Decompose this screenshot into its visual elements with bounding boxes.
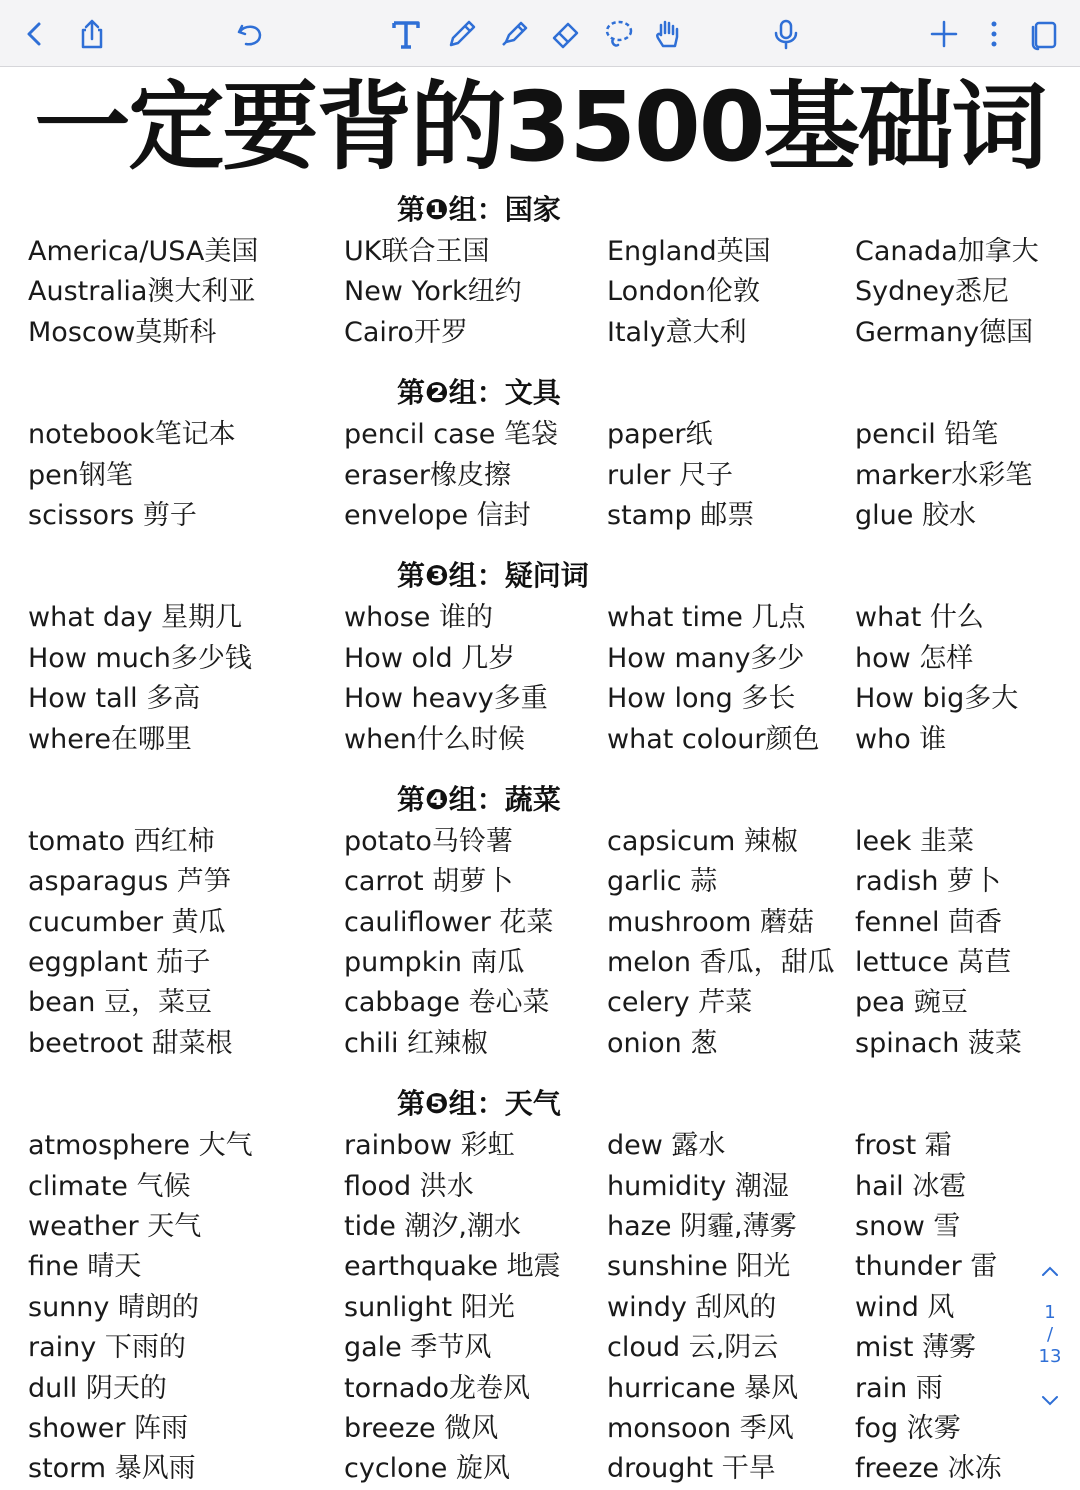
pages-icon[interactable]: [1024, 14, 1064, 54]
word-entry: onion 葱: [607, 1027, 718, 1059]
word-entry: snow 雪: [855, 1211, 961, 1243]
word-row: [0, 822, 1030, 862]
word-entry: spinach 菠菜: [855, 1027, 1022, 1059]
word-row: [0, 232, 1039, 272]
chevron-down-icon[interactable]: [1038, 1388, 1062, 1412]
word-entry: what day 星期几: [28, 602, 243, 634]
word-entry: storm 暴风雨: [28, 1453, 196, 1485]
word-entry: windy 刮风的: [607, 1291, 777, 1323]
word-entry: UK联合王国: [344, 236, 490, 267]
word-row: [0, 720, 1030, 760]
word-entry: Sydney悉尼: [855, 276, 1009, 308]
page-title: 一定要背的3500基础词: [34, 71, 1046, 183]
word-entry: paper纸: [607, 419, 713, 451]
word-entry: pencil case 笔袋: [344, 419, 558, 451]
word-row: [0, 862, 1030, 902]
word-entry: cyclone 旋风: [344, 1453, 510, 1485]
word-entry: Cairo开罗: [344, 316, 468, 348]
undo-icon[interactable]: [230, 14, 270, 54]
word-entry: fennel 茴香: [855, 906, 1003, 938]
word-entry: envelope 信封: [344, 499, 531, 531]
word-row: [0, 679, 1030, 719]
word-entry: haze 阴霾,薄雾: [607, 1211, 797, 1243]
word-entry: How tall 多高: [28, 683, 201, 715]
word-entry: garlic 蒜: [607, 866, 718, 898]
word-entry: asparagus 芦笋: [28, 866, 231, 898]
word-row: [0, 943, 1030, 983]
word-entry: rainy 下雨的: [28, 1332, 186, 1364]
word-entry: what colour颜色: [607, 723, 820, 755]
group-header: 第❸组：疑问词: [397, 559, 589, 593]
group-spacer: [0, 1064, 1030, 1082]
word-entry: whose 谁的: [344, 602, 493, 634]
word-row: [0, 1167, 1030, 1207]
word-entry: carrot 胡萝卜: [344, 866, 514, 898]
word-entry: radish 萝卜: [855, 866, 1002, 898]
word-entry: gale 季节风: [344, 1332, 492, 1364]
word-row: [0, 1247, 1030, 1287]
word-entry: Germany德国: [855, 316, 1034, 348]
word-entry: stamp 邮票: [607, 499, 755, 531]
text-tool-icon[interactable]: [386, 14, 426, 54]
word-entry: mist 薄雾: [855, 1332, 977, 1364]
word-row: [0, 1126, 1030, 1166]
word-entry: leek 韭菜: [855, 825, 974, 857]
word-entry: frost 霜: [855, 1130, 952, 1162]
word-entry: hail 冰雹: [855, 1170, 967, 1202]
add-icon[interactable]: [924, 14, 964, 54]
word-row: [0, 1369, 1030, 1409]
word-entry: cloud 云,阴云: [607, 1332, 779, 1364]
highlighter-icon[interactable]: [494, 14, 534, 54]
word-entry: bean 豆，菜豆: [28, 987, 212, 1019]
word-entry: Australia澳大利亚: [28, 276, 256, 308]
word-entry: what time 几点: [607, 602, 806, 634]
word-entry: eggplant 茄子: [28, 947, 211, 979]
word-entry: atmosphere 大气: [28, 1130, 253, 1162]
share-icon[interactable]: [72, 14, 112, 54]
word-row: [0, 1409, 1030, 1449]
page-total: 13: [1038, 1346, 1062, 1367]
word-entry: chili 红辣椒: [344, 1027, 489, 1059]
word-entry: dew 露水: [607, 1130, 726, 1162]
word-entry: drought 干旱: [607, 1453, 776, 1485]
group-spacer: [0, 536, 1030, 554]
word-row: [0, 1207, 1030, 1247]
page-separator: /: [1046, 1324, 1054, 1345]
word-entry: earthquake 地震: [344, 1251, 561, 1283]
word-entry: climate 气候: [28, 1170, 191, 1202]
word-entry: shower 阵雨: [28, 1412, 189, 1444]
word-entry: marker水彩笔: [855, 459, 1033, 491]
word-entry: freeze 冰冻: [855, 1453, 1002, 1485]
word-entry: where在哪里: [28, 723, 192, 755]
word-row: [0, 415, 1030, 455]
word-entry: sunny 晴朗的: [28, 1291, 199, 1323]
word-entry: London伦敦: [607, 276, 760, 308]
word-row: [0, 1328, 1030, 1368]
word-row: [0, 496, 1030, 536]
word-entry: wind 风: [855, 1291, 955, 1323]
word-row: [0, 456, 1033, 496]
group-header: 第❶组：国家: [397, 193, 561, 226]
word-entry: pencil 铅笔: [855, 419, 999, 451]
word-entry: sunlight 阳光: [344, 1291, 515, 1323]
word-entry: lettuce 莴苣: [855, 947, 1012, 979]
word-entry: breeze 微风: [344, 1412, 499, 1444]
page-navigator: [1020, 1250, 1080, 1420]
word-entry: England英国: [607, 236, 771, 267]
more-icon[interactable]: [974, 14, 1014, 54]
eraser-icon[interactable]: [546, 14, 586, 54]
group-header: 第❹组：蔬菜: [397, 782, 561, 816]
word-entry: melon 香瓜，甜瓜: [607, 947, 835, 979]
word-entry: weather 天气: [28, 1211, 202, 1243]
hand-icon[interactable]: [648, 14, 688, 54]
word-entry: flood 洪水: [344, 1170, 474, 1202]
word-entry: monsoon 季风: [607, 1412, 794, 1444]
word-entry: celery 芹菜: [607, 987, 753, 1019]
word-entry: pumpkin 南瓜: [344, 947, 525, 979]
word-entry: sunshine 阳光: [607, 1251, 791, 1283]
word-entry: hurricane 暴风: [607, 1372, 799, 1404]
word-entry: Italy意大利: [607, 316, 747, 348]
word-entry: pea 豌豆: [855, 987, 968, 1019]
word-row: [0, 313, 1034, 353]
word-row: [0, 639, 1030, 679]
word-entry: dull 阴天的: [28, 1372, 167, 1404]
group-spacer: [0, 353, 1030, 371]
word-entry: who 谁: [855, 723, 947, 755]
word-entry: scissors 剪子: [28, 499, 197, 531]
word-entry: when什么时候: [344, 723, 525, 755]
word-entry: tomato 西红柿: [28, 825, 215, 857]
word-entry: how 怎样: [855, 642, 974, 674]
word-entry: pen钢笔: [28, 459, 133, 491]
word-entry: New York纽约: [344, 276, 522, 308]
word-row: [0, 983, 1030, 1023]
word-entry: notebook笔记本: [28, 419, 236, 451]
word-row: [0, 1288, 1030, 1328]
word-entry: tornado龙卷风: [344, 1372, 531, 1404]
pen-icon[interactable]: [442, 14, 482, 54]
toolbar: [0, 0, 1080, 67]
word-entry: thunder 雷: [855, 1251, 998, 1283]
word-entry: Moscow莫斯科: [28, 316, 217, 348]
word-row: [0, 272, 1030, 312]
word-entry: cauliflower 花菜: [344, 906, 554, 938]
word-entry: capsicum 辣椒: [607, 825, 798, 857]
word-entry: How many多少: [607, 642, 805, 674]
word-entry: what 什么: [855, 602, 984, 634]
back-icon[interactable]: [14, 14, 54, 54]
chevron-up-icon[interactable]: [1038, 1260, 1062, 1284]
word-entry: America/USA美国: [28, 236, 259, 267]
word-entry: How heavy多重: [344, 683, 548, 715]
word-row: [0, 903, 1030, 943]
word-entry: How big多大: [855, 683, 1019, 715]
word-row: [0, 1024, 1030, 1064]
word-entry: How long 多长: [607, 683, 796, 715]
word-entry: glue 胶水: [855, 499, 976, 531]
word-entry: Canada加拿大: [855, 236, 1039, 267]
word-entry: eraser橡皮擦: [344, 459, 512, 491]
word-entry: fine 晴天: [28, 1251, 142, 1283]
group-spacer: [0, 760, 1030, 778]
word-entry: humidity 潮湿: [607, 1170, 789, 1202]
word-row: [0, 1449, 1030, 1489]
vocabulary-list: [0, 188, 1039, 1490]
word-row: [0, 598, 1030, 638]
microphone-icon[interactable]: [766, 14, 806, 54]
word-entry: rainbow 彩虹: [344, 1130, 515, 1162]
lasso-icon[interactable]: [598, 14, 638, 54]
word-entry: beetroot 甜菜根: [28, 1027, 233, 1059]
word-entry: rain 雨: [855, 1372, 943, 1404]
word-entry: How old 几岁: [344, 642, 516, 674]
word-entry: How much多少钱: [28, 642, 252, 674]
group-header: 第❺组：天气: [397, 1087, 561, 1121]
word-entry: cucumber 黄瓜: [28, 906, 226, 938]
word-entry: fog 浓雾: [855, 1412, 961, 1444]
group-header: 第❷组：文具: [397, 376, 561, 410]
word-entry: cabbage 卷心菜: [344, 987, 550, 1019]
word-entry: tide 潮汐,潮水: [344, 1211, 522, 1243]
page-current: 1: [1044, 1302, 1056, 1323]
word-entry: ruler 尺子: [607, 459, 734, 491]
word-entry: potato马铃薯: [344, 825, 513, 857]
word-entry: mushroom 蘑菇: [607, 906, 815, 938]
